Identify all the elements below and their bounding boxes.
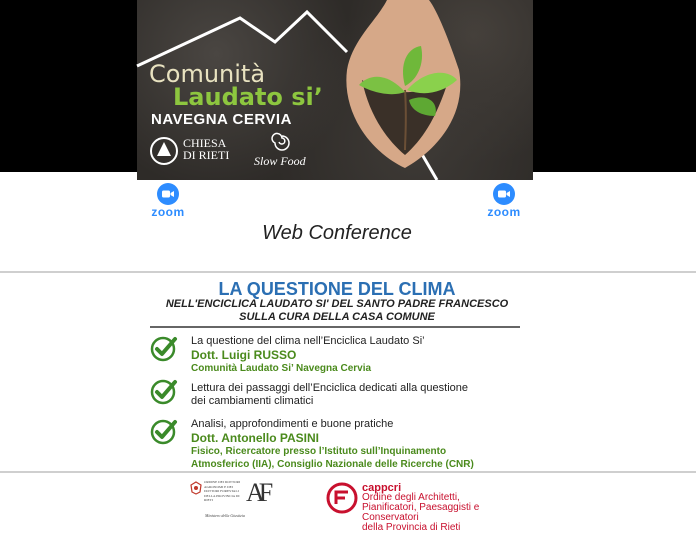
chiesa-logo-text xyxy=(183,137,229,161)
agenda-topic: Analisi, approfondimenti e buone pratiche xyxy=(191,418,394,430)
divider xyxy=(0,271,696,273)
agenda-topic: Lettura dei passaggi dell’Enciclica dedicati alla questione xyxy=(191,382,469,394)
zoom-camera-icon xyxy=(157,183,179,205)
chiesa-logo-icon xyxy=(149,134,179,168)
agenda-topic: La questione del clima nell’Enciclica Laudato Si’ xyxy=(191,335,425,347)
zoom-logo-right xyxy=(481,183,527,219)
cappc-line3: della Provincia di Rieti xyxy=(362,522,461,533)
zoom-camera-icon xyxy=(493,183,515,205)
republic-emblem-icon xyxy=(190,481,202,495)
check-icon xyxy=(150,335,178,363)
event-type: Web Conference xyxy=(262,222,412,244)
speaker-name: Dott. Antonello PASINI xyxy=(191,431,319,445)
cappc-description xyxy=(362,493,532,533)
zoom-label: zoom xyxy=(151,205,185,219)
check-icon xyxy=(150,418,178,446)
event-banner xyxy=(137,0,533,180)
title-rule xyxy=(150,326,520,328)
cappc-logo-icon xyxy=(326,482,358,514)
banner-title-laudato: Laudato si’ xyxy=(173,83,323,111)
banner-title-navegna: NAVEGNA CERVIA xyxy=(151,111,292,128)
chiesa-line1: CHIESA xyxy=(183,136,227,150)
ministero-text: Ministero della Giustizia xyxy=(205,513,245,518)
speaker-affiliation: Comunità Laudato Si’ Navegna Cervia xyxy=(191,363,372,374)
chiesa-line2: DI RIETI xyxy=(183,148,230,162)
subtitle-line2: SULLA CURA DELLA CASA COMUNE xyxy=(239,311,435,323)
snail-icon xyxy=(273,134,291,152)
top-right-band xyxy=(533,0,696,172)
zoom-label: zoom xyxy=(487,205,521,219)
speaker-affiliation-cont: Atmosferico (IIA), Consiglio Nazionale delle Ricerche (CNR) xyxy=(191,459,474,470)
af-logo: AF xyxy=(246,478,268,507)
main-title: LA QUESTIONE DEL CLIMA xyxy=(218,279,456,299)
zoom-logo-left xyxy=(145,183,191,219)
subtitle-line1: NELL'ENCICLICA LAUDATO SI' DEL SANTO PADRE FRANCESCO xyxy=(165,298,509,310)
divider xyxy=(0,471,696,473)
check-icon xyxy=(150,378,178,406)
speaker-name: Dott. Luigi RUSSO xyxy=(191,348,297,362)
cappc-name: cappcri xyxy=(362,482,402,494)
speaker-affiliation: Fisico, Ricercatore presso l’Istituto sull’Inquinamento xyxy=(191,446,447,457)
agenda-topic-cont: dei cambiamenti climatici xyxy=(191,395,314,407)
ordine-agronomi-text: ORDINE DEI DOTTORI AGRONOMI E DEI DOTTORI FORESTALI DELLA PROVINCIA DI RIETI xyxy=(204,480,241,502)
cappc-line1: Ordine degli Architetti, xyxy=(362,492,460,503)
cappc-line2: Pianificatori, Paesaggisti e Conservatori xyxy=(362,502,480,523)
slow-food-logo-text: Slow Food xyxy=(254,154,306,168)
banner-title-comunita: Comunità xyxy=(149,60,266,88)
top-left-band xyxy=(0,0,137,172)
